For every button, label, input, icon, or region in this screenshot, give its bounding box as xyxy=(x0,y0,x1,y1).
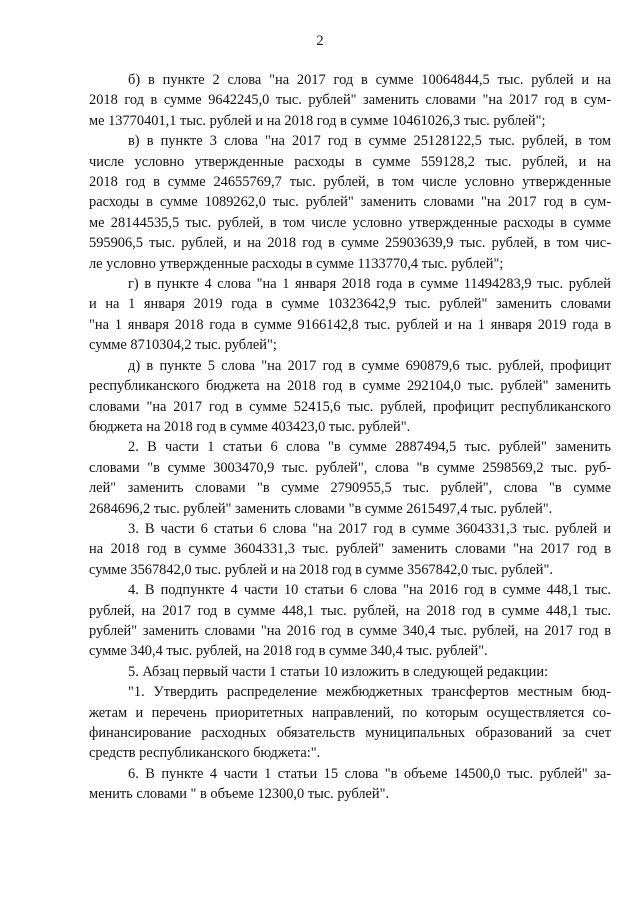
text-line: числе условно утвержденные расходы в сумме 559128,2 тыс. рублей, и на xyxy=(89,153,611,170)
paragraph xyxy=(89,682,611,764)
text-line: рублей, на 2017 год в сумме 448,1 тыс. рублей, на 2018 год в сумме 448,1 тыс. xyxy=(89,602,611,619)
text-line: сумме 340,4 тыс. рублей, на 2018 год в сумме 340,4 тыс. рублей". xyxy=(89,643,488,660)
text-line: д) в пункте 5 слова "на 2017 год в сумме 690879,6 тыс. рублей, профицит xyxy=(128,357,611,374)
text-line: жетам и перечень приоритетных направлений, по которым осуществляется со- xyxy=(89,704,611,721)
text-line: средств республиканского бюджета:". xyxy=(89,745,321,762)
text-line: ме 28144535,5 тыс. рублей, в том числе условно утвержденные расходы в сумме xyxy=(89,214,611,231)
text-line: сумме 8710304,2 тыс. рублей"; xyxy=(89,337,277,354)
text-line: в) в пункте 3 слова "на 2017 год в сумме 25128122,5 тыс. рублей, в том xyxy=(128,133,611,150)
text-line: и на 1 января 2019 года в сумме 10323642,9 тыс. рублей" заменить словами xyxy=(89,296,611,313)
paragraph xyxy=(89,580,611,662)
paragraph xyxy=(89,437,611,519)
paragraph xyxy=(89,70,611,131)
text-line: менить словами " в объеме 12300,0 тыс. рублей". xyxy=(89,786,390,803)
paragraph xyxy=(89,356,611,438)
text-line: финансирование расходных обязательств муниципальных образований за счет xyxy=(89,725,611,741)
text-line: словами "в сумме 3003470,9 тыс. рублей", слова "в сумме 2598569,2 тыс. руб- xyxy=(89,459,611,476)
text-line: ме 13770401,1 тыс. рублей и на 2018 год в сумме 10461026,3 тыс. рублей"; xyxy=(89,112,546,129)
paragraph xyxy=(89,764,611,805)
text-line: г) в пункте 4 слова "на 1 января 2018 года в сумме 11494283,9 тыс. рублей xyxy=(128,276,611,293)
text-line: 4. В подпункте 4 части 10 статьи 6 слова "на 2016 год в сумме 448,1 тыс. xyxy=(128,582,611,599)
text-line: 5. Абзац первый части 1 статьи 10 изложить в следующей редакции: xyxy=(128,663,549,680)
document-body xyxy=(89,70,611,805)
text-line: ле условно утвержденные расходы в сумме 1133770,4 тыс. рублей"; xyxy=(89,255,504,272)
text-line: 2. В части 1 статьи 6 слова "в сумме 2887494,5 тыс. рублей" заменить xyxy=(128,439,611,456)
paragraph xyxy=(89,662,611,682)
text-line: на 2018 год в сумме 3604331,3 тыс. рублей" заменить словами "на 2017 год в xyxy=(89,541,611,558)
text-line: "1. Утвердить распределение межбюджетных трансфертов местным бюд- xyxy=(128,684,611,701)
text-line: словами "на 2017 год в сумме 52415,6 тыс. рублей, профицит республиканского xyxy=(89,398,611,415)
text-line: 3. В части 6 статьи 6 слова "на 2017 год в сумме 3604331,3 тыс. рублей и xyxy=(128,520,611,537)
text-line: республиканского бюджета на 2018 год в сумме 292104,0 тыс. рублей" заменить xyxy=(89,378,611,395)
text-line: бюджета на 2018 год в сумме 403423,0 тыс. рублей". xyxy=(89,418,411,435)
page-number: 2 xyxy=(316,33,324,49)
text-line: рублей" заменить словами "на 2016 год в сумме 340,4 тыс. рублей, на 2017 год в xyxy=(89,622,611,639)
text-line: 595906,5 тыс. рублей, и на 2018 год в сумме 25903639,9 тыс. рублей, в том чис- xyxy=(89,235,611,252)
text-line: 2018 год в сумме 9642245,0 тыс. рублей" заменить словами "на 2017 год в сум- xyxy=(89,92,611,109)
text-line: 2684696,2 тыс. рублей" заменить словами "в сумме 2615497,4 тыс. рублей". xyxy=(89,500,553,517)
text-line: б) в пункте 2 слова "на 2017 год в сумме 10064844,5 тыс. рублей и на xyxy=(128,72,611,88)
text-line: 2018 год в сумме 24655769,7 тыс. рублей, в том числе условно утвержденные xyxy=(89,174,611,191)
text-line: "на 1 января 2018 года в сумме 9166142,8 тыс. рублей и на 1 января 2019 года в xyxy=(89,316,611,333)
text-line: расходы в сумме 1089262,0 тыс. рублей" заменить словами "на 2017 год в сум- xyxy=(89,194,611,211)
paragraph xyxy=(89,274,611,356)
paragraph xyxy=(89,131,611,274)
paragraph xyxy=(89,519,611,580)
text-line: 6. В пункте 4 части 1 статьи 15 слова "в объеме 14500,0 тыс. рублей" за- xyxy=(128,765,611,782)
text-line: лей" заменить словами "в сумме 2790955,5 тыс. рублей", слова "в сумме xyxy=(89,480,611,497)
text-line: сумме 3567842,0 тыс. рублей и на 2018 год в сумме 3567842,0 тыс. рублей". xyxy=(89,561,553,578)
